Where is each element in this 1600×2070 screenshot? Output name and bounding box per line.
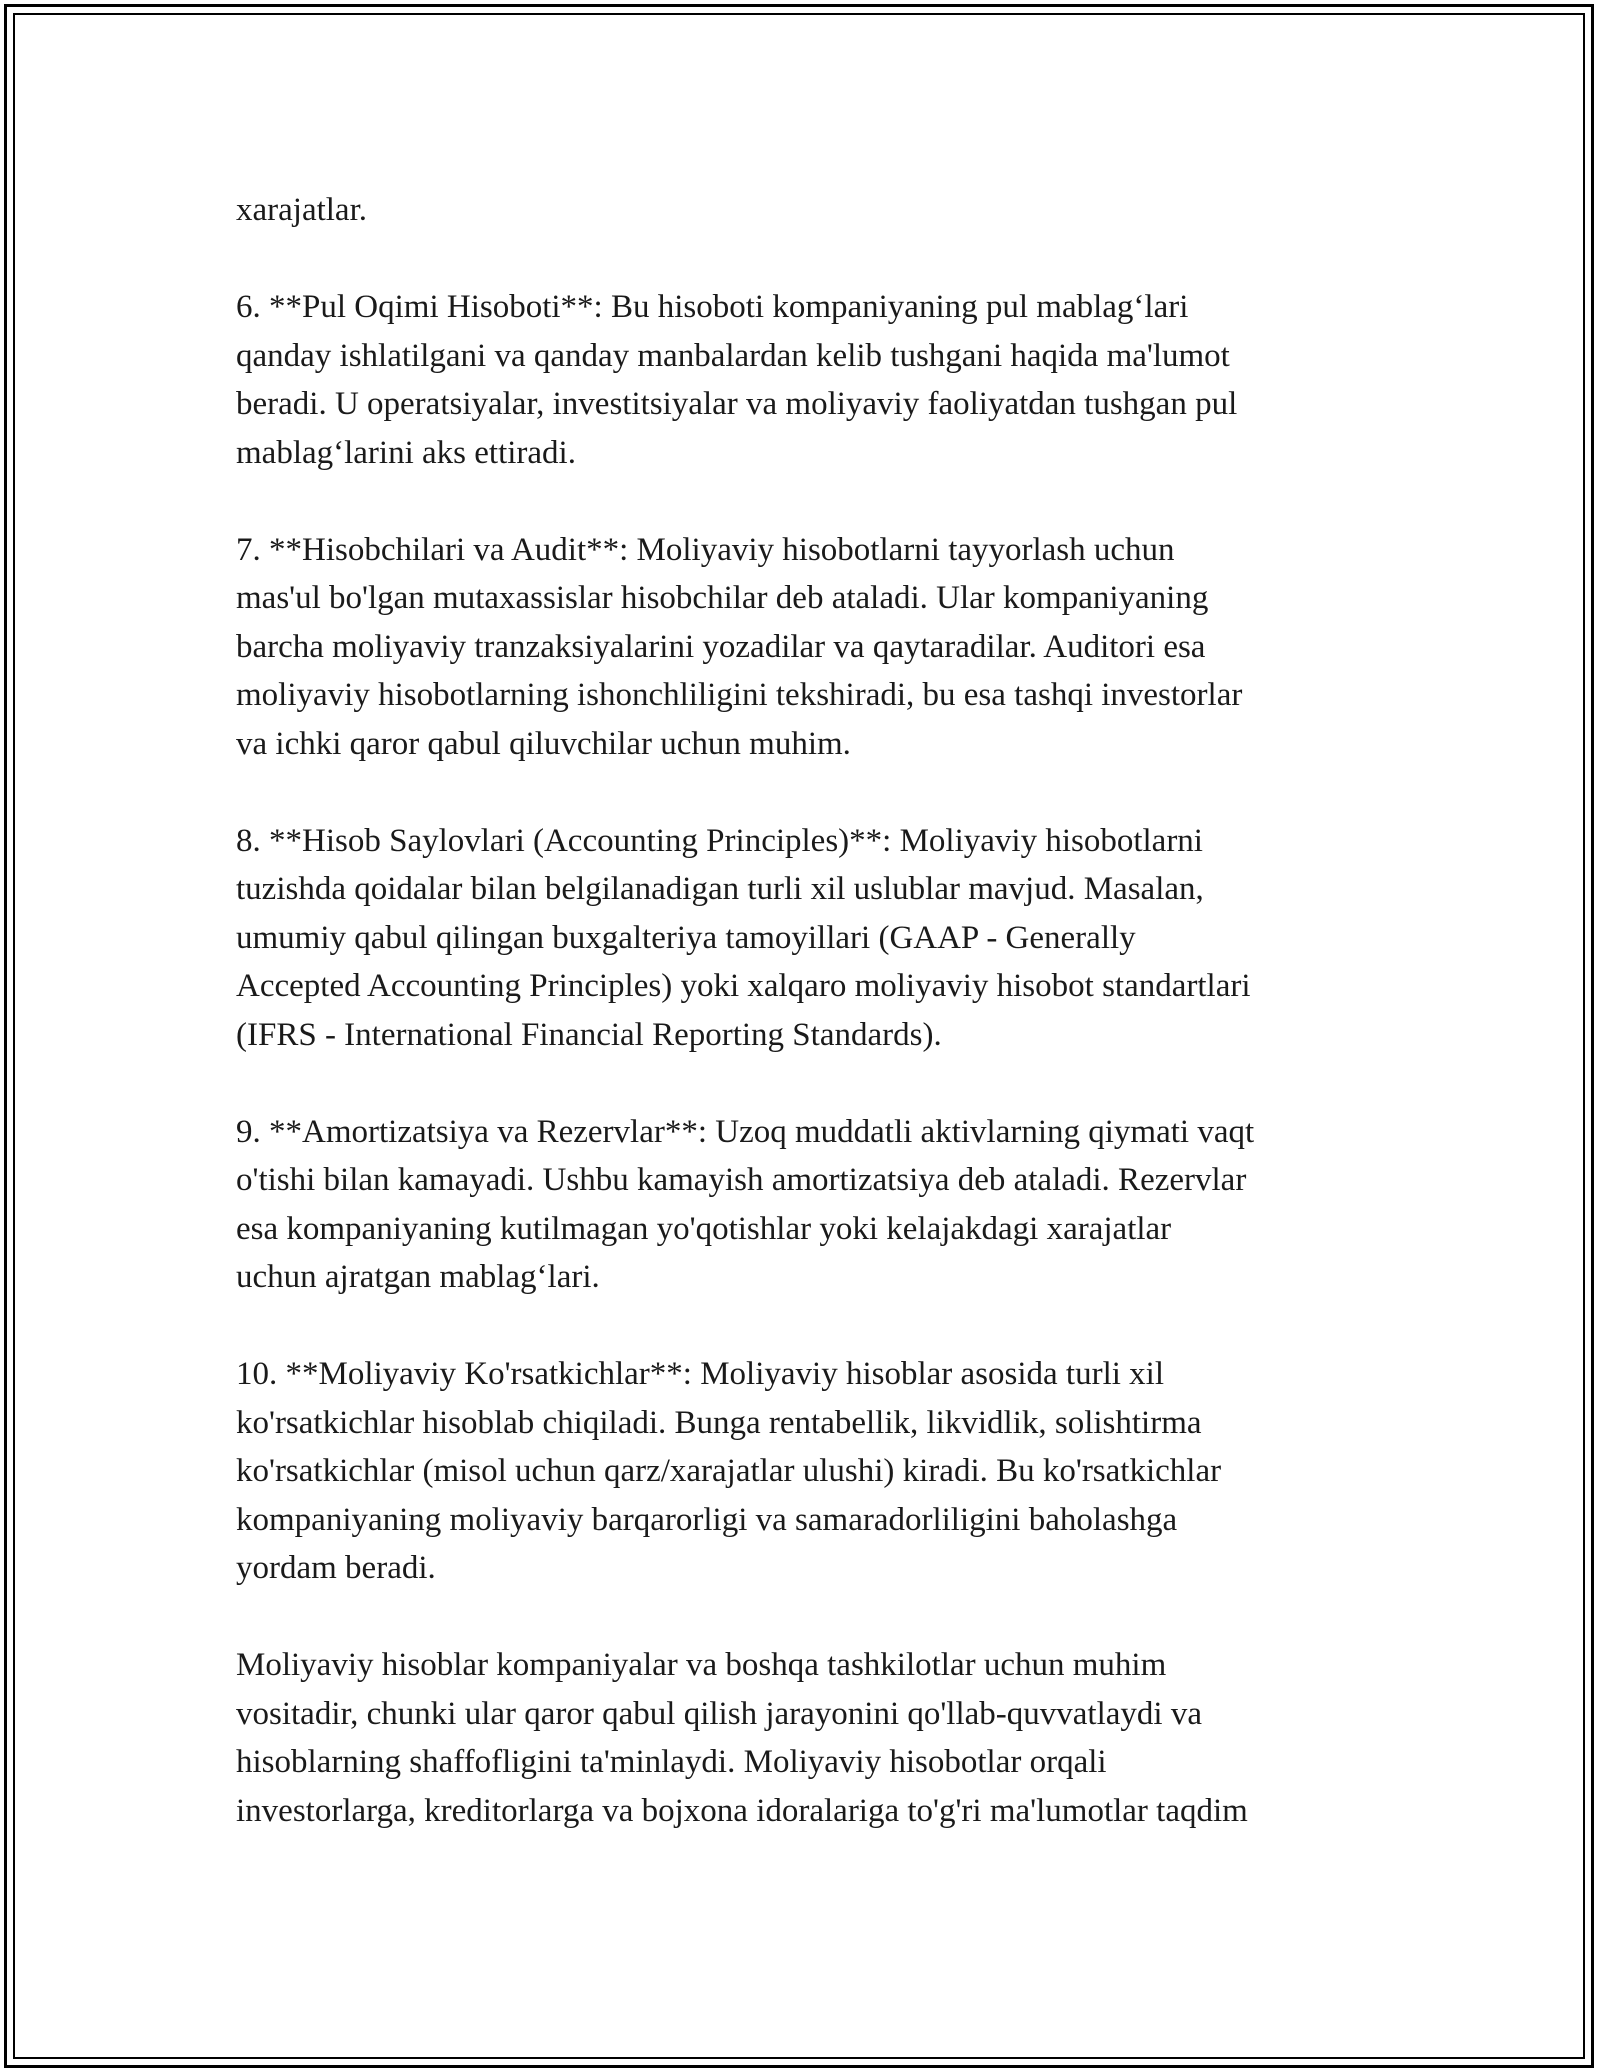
document-body [236, 186, 1376, 1884]
paragraph-continuation: xarajatlar. [236, 192, 368, 228]
paragraph-item-10: 10. **Moliyaviy Ko'rsatkichlar**: Moliyaviy hisoblar asosida turli xil ko'rsatkichlar hisoblab chiqiladi. Bunga rentabellik, likvidlik, solishtirma ko'rsatkichlar (misol uchun qarz/xarajatlar ulushi) kiradi. Bu ko'rsatkichlar kompaniyaning moliyaviy barqarorligi va samaradorliligini baholashga yordam beradi. [236, 1356, 1222, 1586]
paragraph-item-9: 9. **Amortizatsiya va Rezervlar**: Uzoq muddatli aktivlarning qiymati vaqt o'tishi bilan kamayadi. Ushbu kamayish amortizatsiya deb ataladi. Rezervlar esa kompaniyaning kutilmagan yo'qotishlar yoki kelajakdagi xarajatlar uchun ajratgan mablag‘lari. [236, 1113, 1255, 1295]
paragraph-item-8: 8. **Hisob Saylovlari (Accounting Principles)**: Moliyaviy hisobotlarni tuzishda qoidalar bilan belgilanadigan turli xil uslublar mavjud. Masalan, umumiy qabul qilingan buxgalteriya tamoyillari (GAAP - Generally Accepted Accounting Principles) yoki xalqaro moliyaviy hisobot standartlari (IFRS - International Financial Reporting Standards). [236, 822, 1251, 1053]
paragraph-conclusion: Moliyaviy hisoblar kompaniyalar va boshqa tashkilotlar uchun muhim vositadir, chunki ular qaror qabul qilish jarayonini qo'llab-quvvatlaydi va hisoblarning shaffofligini ta'minlaydi. Moliyaviy hisobotlar orqali investorlarga, kreditorlarga va bojxona idoralariga to'g'ri ma'lumotlar taqdim [236, 1647, 1248, 1829]
paragraph-item-6: 6. **Pul Oqimi Hisoboti**: Bu hisoboti kompaniyaning pul mablag‘lari qanday ishlatilgani va qanday manbalardan kelib tushgani haqida ma'lumot beradi. U operatsiyalar, investitsiyalar va moliyaviy faoliyatdan tushgan pul mablag‘larini aks ettiradi. [236, 289, 1238, 471]
paragraph-item-7: 7. **Hisobchilari va Audit**: Moliyaviy hisobotlarni tayyorlash uchun mas'ul bo'lgan mutaxassislar hisobchilar deb ataladi. Ular kompaniyaning barcha moliyaviy tranzaksiyalarini yozadilar va qaytaradilar. Auditori esa moliyaviy hisobotlarning ishonchliligini tekshiradi, bu esa tashqi investorlar va ichki qaror qabul qiluvchilar uchun muhim. [236, 531, 1243, 762]
